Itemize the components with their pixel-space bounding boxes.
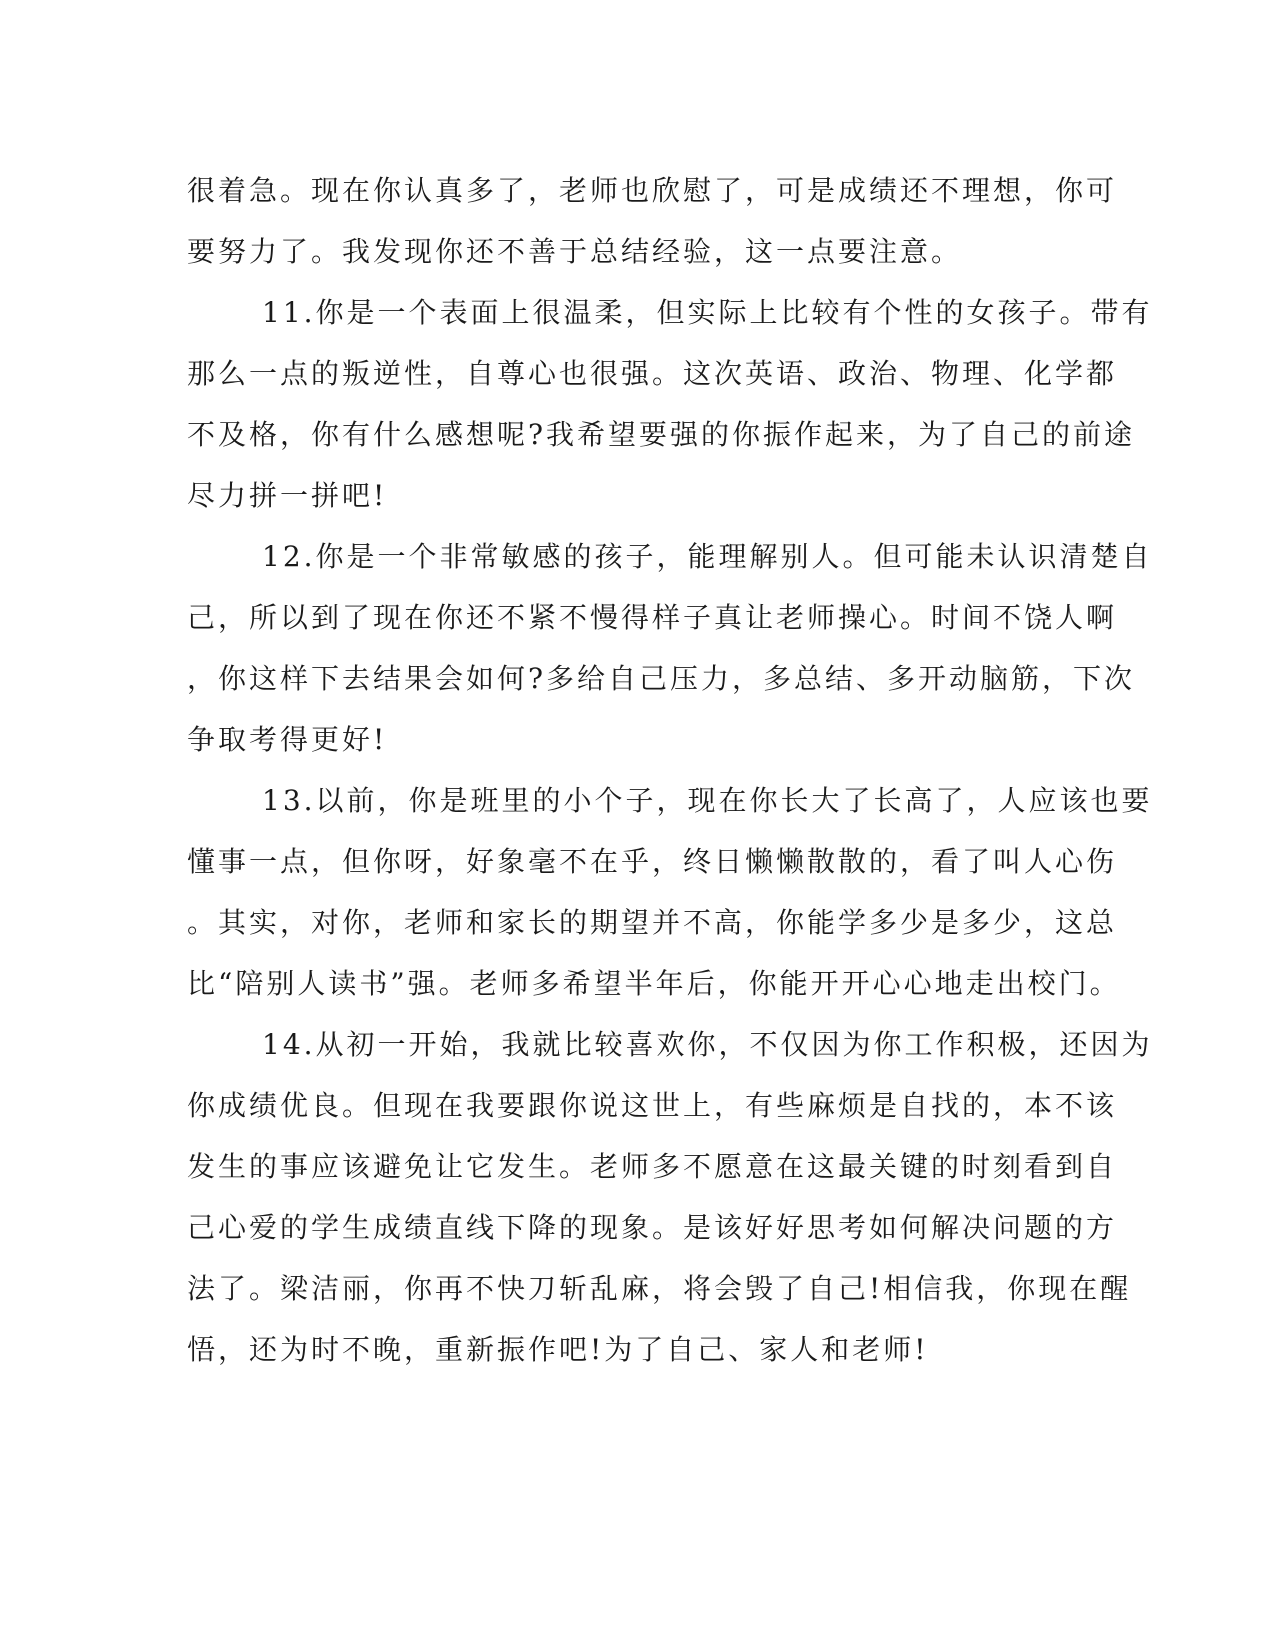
paragraph-11 xyxy=(187,282,1153,526)
document-body xyxy=(187,160,1153,1380)
text-line: 尽力拼一拼吧! xyxy=(187,479,388,512)
text-line: 14.从初一开始，我就比较喜欢你，不仅因为你工作积极，还因为 xyxy=(262,1028,1153,1061)
paragraph-10-continued xyxy=(187,160,1118,282)
text-line: 发生的事应该避免让它发生。老师多不愿意在这最关键的时刻看到自 xyxy=(187,1150,1118,1183)
text-line: 13.以前，你是班里的小个子，现在你长大了长高了，人应该也要 xyxy=(262,784,1153,817)
text-line: 法了。梁洁丽，你再不快刀斩乱麻，将会毁了自己!相信我，你现在醒 xyxy=(187,1272,1132,1305)
paragraph-12 xyxy=(187,526,1153,770)
text-line: 己，所以到了现在你还不紧不慢得样子真让老师操心。时间不饶人啊 xyxy=(187,601,1118,634)
text-line: 比“陪别人读书”强。老师多希望半年后，你能开开心心地走出校门。 xyxy=(187,967,1121,1000)
text-line: 12.你是一个非常敏感的孩子，能理解别人。但可能未认识清楚自 xyxy=(262,540,1153,573)
text-line: 争取考得更好! xyxy=(187,723,388,756)
text-line: 。其实，对你，老师和家长的期望并不高，你能学多少是多少，这总 xyxy=(187,906,1118,939)
text-line: 那么一点的叛逆性，自尊心也很强。这次英语、政治、物理、化学都 xyxy=(187,357,1118,390)
text-line: 悟，还为时不晚，重新振作吧!为了自己、家人和老师! xyxy=(187,1333,929,1366)
text-line: 不及格，你有什么感想呢?我希望要强的你振作起来，为了自己的前途 xyxy=(187,418,1136,451)
text-line: 11.你是一个表面上很温柔，但实际上比较有个性的女孩子。带有 xyxy=(262,296,1153,329)
text-line: 很着急。现在你认真多了，老师也欣慰了，可是成绩还不理想，你可 xyxy=(187,174,1118,207)
text-line: 要努力了。我发现你还不善于总结经验，这一点要注意。 xyxy=(187,235,963,268)
text-line: 你成绩优良。但现在我要跟你说这世上，有些麻烦是自找的，本不该 xyxy=(187,1089,1118,1122)
text-line: 懂事一点，但你呀，好象毫不在乎，终日懒懒散散的，看了叫人心伤 xyxy=(187,845,1118,878)
text-line: ，你这样下去结果会如何?多给自己压力，多总结、多开动脑筋，下次 xyxy=(187,662,1136,695)
paragraph-14 xyxy=(187,1014,1153,1380)
paragraph-13 xyxy=(187,770,1153,1014)
text-line: 己心爱的学生成绩直线下降的现象。是该好好思考如何解决问题的方 xyxy=(187,1211,1118,1244)
